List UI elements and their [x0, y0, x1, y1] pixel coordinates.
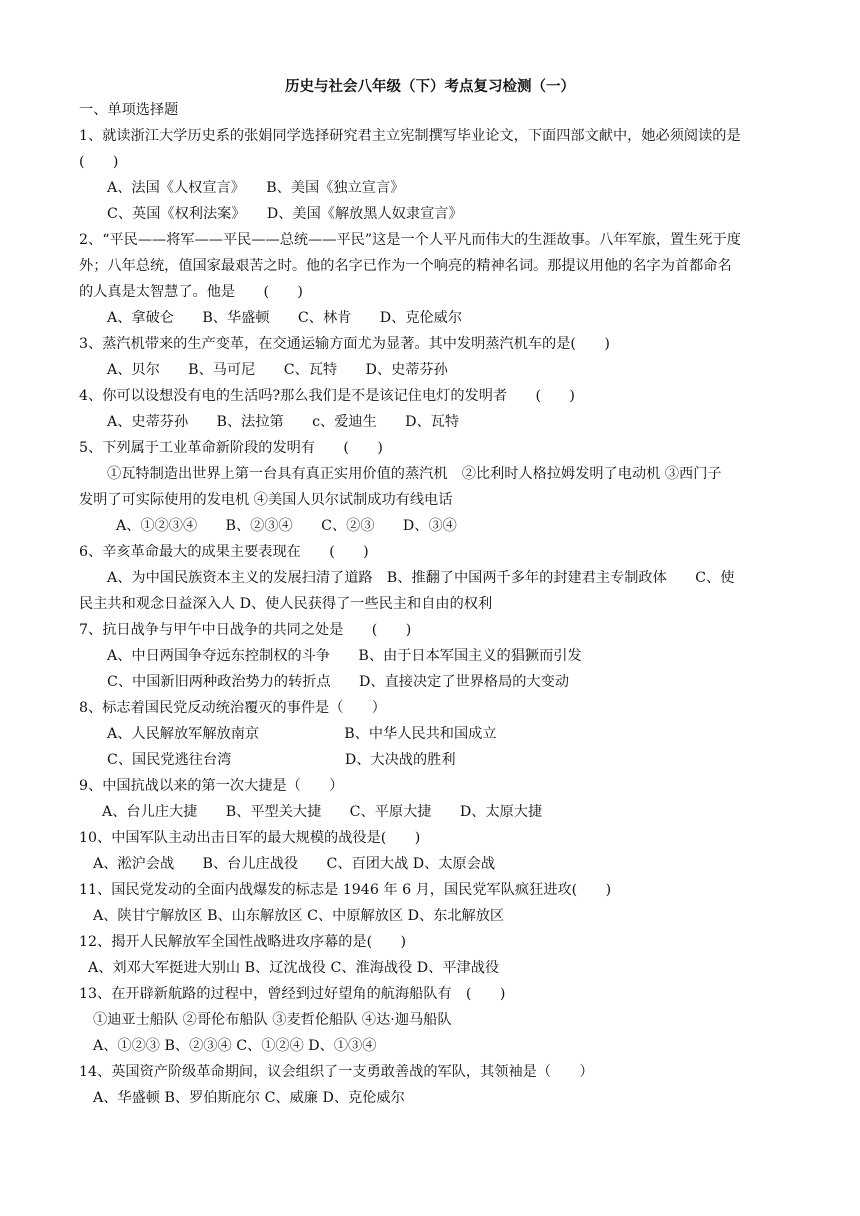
- question-line: 7、抗日战争与甲午中日战争的共同之处是 ( ): [79, 622, 412, 638]
- question-line: 的人真是太智慧了。他是 ( ): [79, 284, 303, 300]
- option-line: A、台儿庄大捷 B、平型关大捷 C、平原大捷 D、太原大捷: [102, 804, 543, 820]
- question-line: 8、标志着国民党反动统治覆灭的事件是（ ）: [79, 700, 386, 716]
- option-line: A、法国《人权宣言》 B、美国《独立宣言》: [107, 180, 405, 196]
- question-line: 13、在开辟新航路的过程中，曾经到过好望角的航海船队有 ( ): [79, 986, 506, 1002]
- option-line: A、华盛顿 B、罗伯斯庇尔 C、威廉 D、克伦威尔: [93, 1090, 405, 1106]
- option-line: A、为中国民族资本主义的发展扫清了道路 B、推翻了中国两千多年的封建君主专制政体 C、使: [107, 570, 735, 586]
- page-title: 历史与社会八年级（下）考点复习检测（一）: [285, 78, 575, 95]
- option-line: A、刘邓大军挺进大别山 B、辽沈战役 C、淮海战役 D、平津战役: [88, 960, 500, 976]
- question-line: 12、揭开人民解放军全国性战略进攻序幕的是( ): [79, 934, 407, 950]
- option-line: A、①②③④ B、②③④ C、②③ D、③④: [116, 518, 457, 534]
- question-line: 10、中国军队主动出击日军的最大规模的战役是( ): [79, 830, 421, 846]
- option-line: 民主共和观念日益深入人 D、使人民获得了一些民主和自由的权利: [79, 596, 493, 612]
- question-line: 14、英国资产阶级革命期间，议会组织了一支勇敢善战的军队，其领袖是（ ）: [79, 1064, 594, 1080]
- option-line: A、拿破仑 B、华盛顿 C、林肯 D、克伦威尔: [107, 310, 463, 326]
- option-line: A、淞沪会战 B、台儿庄战役 C、百团大战 D、太原会战: [93, 856, 496, 872]
- option-line: A、中日两国争夺远东控制权的斗争 B、由于日本军国主义的猖獗而引发: [107, 648, 582, 664]
- question-line: 3、蒸汽机带来的生产变革，在交通运输方面尤为显著。其中发明蒸汽机车的是( ): [79, 336, 610, 352]
- question-line: 5、下列属于工业革命新阶段的发明有 ( ): [79, 440, 383, 456]
- option-line: A、贝尔 B、马可尼 C、瓦特 D、史蒂芬孙: [107, 362, 448, 378]
- option-line: A、史蒂芬孙 B、法拉第 c、爱迪生 D、瓦特: [107, 414, 460, 430]
- option-line: A、人民解放军解放南京 B、中华人民共和国成立: [107, 726, 497, 742]
- question-line: 2、“平民——将军——平民——总统——平民”这是一个人平凡而伟大的生涯故事。八年军旅，置生死于度: [79, 232, 741, 248]
- question-line: ( ): [79, 154, 119, 170]
- question-line: 外；八年总统，值国家最艰苦之时。他的名字已作为一个响亮的精神名词。那提议用他的名字为首都命名: [79, 258, 732, 274]
- statement-line: ①瓦特制造出世界上第一台具有真正实用价值的蒸汽机 ②比利时人格拉姆发明了电动机 ③西门子: [107, 466, 722, 482]
- statement-line: 发明了可实际使用的发电机 ④美国人贝尔试制成功有线电话: [79, 492, 453, 508]
- statement-line: ①迪亚士船队 ②哥伦布船队 ③麦哲伦船队 ④达·迦马船队: [93, 1012, 452, 1028]
- question-line: 6、辛亥革命最大的成果主要表现在 ( ): [79, 544, 369, 560]
- question-line: 9、中国抗战以来的第一次大捷是（ ）: [79, 778, 344, 794]
- option-line: C、国民党逃往台湾 D、大决战的胜利: [107, 752, 456, 768]
- question-line: 4、你可以设想没有电的生活吗?那么我们是不是该记住电灯的发明者 ( ): [79, 388, 575, 404]
- question-line: 11、国民党发动的全面内战爆发的标志是 1946 年 6 月，国民党军队疯狂进攻( ): [79, 882, 612, 898]
- question-line: 1、就读浙江大学历史系的张娟同学选择研究君主立宪制撰写毕业论文，下面四部文献中，她必须阅读的是: [79, 128, 741, 144]
- section-heading: 一、单项选择题: [79, 102, 179, 118]
- option-line: A、陕甘宁解放区 B、山东解放区 C、中原解放区 D、东北解放区: [93, 908, 505, 924]
- option-line: A、①②③ B、②③④ C、①②④ D、①③④: [93, 1038, 377, 1054]
- option-line: C、中国新旧两种政治势力的转折点 D、直接决定了世界格局的大变动: [107, 674, 570, 690]
- option-line: C、英国《权利法案》 D、美国《解放黑人奴隶宣言》: [107, 206, 463, 222]
